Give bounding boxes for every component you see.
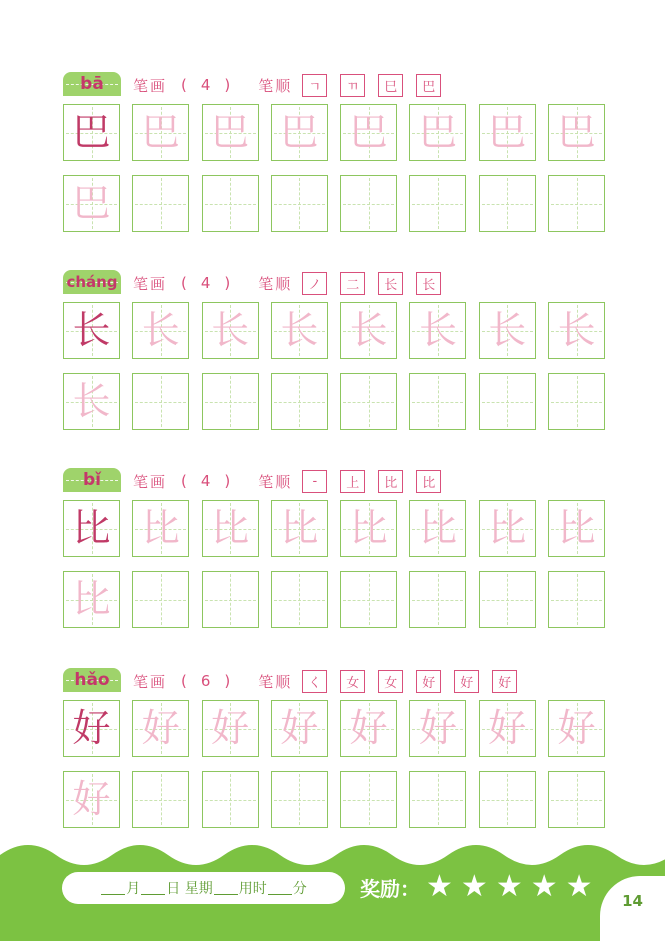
date-fill-pill	[62, 872, 345, 904]
trace-cell[interactable]: 长	[409, 302, 466, 359]
stroke-step: 上	[340, 470, 365, 493]
practice-row	[63, 175, 617, 232]
star-icon[interactable]: ★	[530, 869, 558, 904]
blank-cell[interactable]	[479, 175, 536, 232]
trace-row	[63, 104, 617, 161]
blank-cell[interactable]	[202, 571, 259, 628]
trace-row	[63, 302, 617, 359]
trace-cell[interactable]: 比	[132, 500, 189, 557]
day-label: 日	[166, 881, 181, 897]
blank-cell[interactable]	[479, 771, 536, 828]
trace-row	[63, 700, 617, 757]
character-block-hao	[63, 668, 606, 838]
trace-row	[63, 500, 617, 557]
character-block-bi	[63, 468, 606, 638]
trace-cell[interactable]: 长	[340, 302, 397, 359]
blank-cell[interactable]	[479, 571, 536, 628]
blank-cell[interactable]	[548, 571, 605, 628]
order-label: 笔顺	[258, 76, 293, 95]
stroke-step: 比	[416, 470, 441, 493]
stroke-step: 女	[378, 670, 403, 693]
trace-cell[interactable]: 巴	[202, 104, 259, 161]
stroke-step: 巳	[378, 74, 403, 97]
blank-cell[interactable]	[340, 571, 397, 628]
trace-cell[interactable]: 好	[479, 700, 536, 757]
stroke-step: 比	[378, 470, 403, 493]
strokes-label: 笔画	[133, 472, 168, 491]
blank-line[interactable]	[214, 882, 238, 895]
strokes-label: 笔画	[133, 672, 168, 691]
stroke-count: 6	[200, 672, 211, 690]
blank-cell[interactable]	[409, 175, 466, 232]
blank-cell[interactable]	[132, 373, 189, 430]
stroke-info: 笔画 ( 4 ) 笔顺 ㄱ ㄲ 巳 巴	[133, 74, 454, 96]
strokes-label: 笔画	[133, 274, 168, 293]
blank-cell[interactable]	[202, 771, 259, 828]
blank-cell[interactable]	[202, 373, 259, 430]
blank-line[interactable]	[101, 882, 125, 895]
stroke-step: く	[302, 670, 327, 693]
star-icon[interactable]: ★	[565, 869, 593, 904]
stroke-info: 笔画 ( 4 ) 笔顺 ノ 二 长 长	[133, 272, 454, 294]
trace-cell[interactable]: 长	[479, 302, 536, 359]
stroke-step: 长	[378, 272, 403, 295]
blank-cell[interactable]	[271, 571, 328, 628]
pinyin-label: hǎo	[63, 668, 121, 692]
stroke-count: 4	[200, 472, 211, 490]
stroke-step: ㄲ	[340, 74, 365, 97]
blank-cell[interactable]	[271, 175, 328, 232]
reward	[360, 869, 601, 904]
model-cell: 巴	[63, 104, 120, 161]
order-label: 笔顺	[258, 672, 293, 691]
practice-row	[63, 571, 617, 628]
blank-line[interactable]	[141, 882, 165, 895]
stroke-info: 笔画 ( 4 ) 笔顺 - 上 比 比	[133, 470, 454, 492]
blank-cell[interactable]	[548, 175, 605, 232]
trace-cell[interactable]: 好	[409, 700, 466, 757]
reward-stars	[426, 869, 601, 904]
trace-cell[interactable]: 巴	[132, 104, 189, 161]
stroke-step: 二	[340, 272, 365, 295]
star-icon[interactable]: ★	[495, 869, 523, 904]
model-cell: 好	[63, 700, 120, 757]
month-label: 月	[126, 881, 141, 897]
blank-cell[interactable]	[271, 373, 328, 430]
trace-cell[interactable]: 好	[202, 700, 259, 757]
order-label: 笔顺	[258, 274, 293, 293]
stroke-count: 4	[200, 76, 211, 94]
blank-cell[interactable]	[340, 175, 397, 232]
character-block-chang	[63, 270, 606, 440]
blank-line[interactable]	[268, 882, 292, 895]
blank-cell[interactable]	[548, 771, 605, 828]
star-icon[interactable]: ★	[460, 869, 488, 904]
trace-cell[interactable]: 比	[271, 500, 328, 557]
character-block-ba	[63, 72, 606, 242]
reward-label: 奖励：	[360, 876, 420, 901]
trace-cell[interactable]: 好	[271, 700, 328, 757]
trace-cell[interactable]: 比	[340, 500, 397, 557]
blank-cell[interactable]	[202, 175, 259, 232]
trace-cell[interactable]: 比	[63, 571, 120, 628]
practice-row	[63, 771, 617, 828]
stroke-step: -	[302, 470, 327, 493]
blank-cell[interactable]	[132, 175, 189, 232]
blank-cell[interactable]	[548, 373, 605, 430]
practice-row	[63, 373, 617, 430]
strokes-label: 笔画	[133, 76, 168, 95]
blank-cell[interactable]	[340, 373, 397, 430]
trace-cell[interactable]: 巴	[479, 104, 536, 161]
blank-cell[interactable]	[340, 771, 397, 828]
pinyin-label: cháng	[63, 270, 121, 294]
page-number: 14	[600, 876, 665, 941]
pinyin-label: bā	[63, 72, 121, 96]
trace-cell[interactable]: 巴	[548, 104, 605, 161]
trace-cell[interactable]: 长	[271, 302, 328, 359]
trace-cell[interactable]: 长	[202, 302, 259, 359]
trace-cell[interactable]: 好	[340, 700, 397, 757]
trace-cell[interactable]: 比	[409, 500, 466, 557]
trace-cell[interactable]: 好	[132, 700, 189, 757]
blank-cell[interactable]	[409, 373, 466, 430]
trace-cell[interactable]: 比	[548, 500, 605, 557]
time-used-label: 用时	[238, 881, 267, 897]
stroke-step: 巴	[416, 74, 441, 97]
trace-cell[interactable]: 长	[63, 373, 120, 430]
order-label: 笔顺	[258, 472, 293, 491]
stroke-step: 长	[416, 272, 441, 295]
blank-cell[interactable]	[409, 571, 466, 628]
trace-cell[interactable]: 巴	[63, 175, 120, 232]
star-icon[interactable]: ★	[426, 869, 453, 904]
trace-cell[interactable]: 比	[479, 500, 536, 557]
blank-cell[interactable]	[132, 571, 189, 628]
trace-cell[interactable]: 长	[548, 302, 605, 359]
trace-cell[interactable]: 巴	[271, 104, 328, 161]
model-cell: 比	[63, 500, 120, 557]
trace-cell[interactable]: 长	[132, 302, 189, 359]
pinyin-label: bǐ	[63, 468, 121, 492]
stroke-step: 女	[340, 670, 365, 693]
stroke-count: 4	[200, 274, 211, 292]
stroke-step: ノ	[302, 272, 327, 295]
blank-cell[interactable]	[409, 771, 466, 828]
trace-cell[interactable]: 好	[548, 700, 605, 757]
model-cell: 长	[63, 302, 120, 359]
weekday-label: 星期	[184, 881, 213, 897]
blank-cell[interactable]	[479, 373, 536, 430]
trace-cell[interactable]: 巴	[340, 104, 397, 161]
stroke-step: 好	[492, 670, 517, 693]
trace-cell[interactable]: 巴	[409, 104, 466, 161]
blank-cell[interactable]	[132, 771, 189, 828]
stroke-step: 好	[416, 670, 441, 693]
minutes-label: 分	[292, 881, 307, 897]
trace-cell[interactable]: 比	[202, 500, 259, 557]
stroke-step: 好	[454, 670, 479, 693]
trace-cell[interactable]: 好	[63, 771, 120, 828]
stroke-info: 笔画 ( 6 ) 笔顺 く 女 女 好 好 好	[133, 670, 530, 692]
blank-cell[interactable]	[271, 771, 328, 828]
stroke-step: ㄱ	[302, 74, 327, 97]
